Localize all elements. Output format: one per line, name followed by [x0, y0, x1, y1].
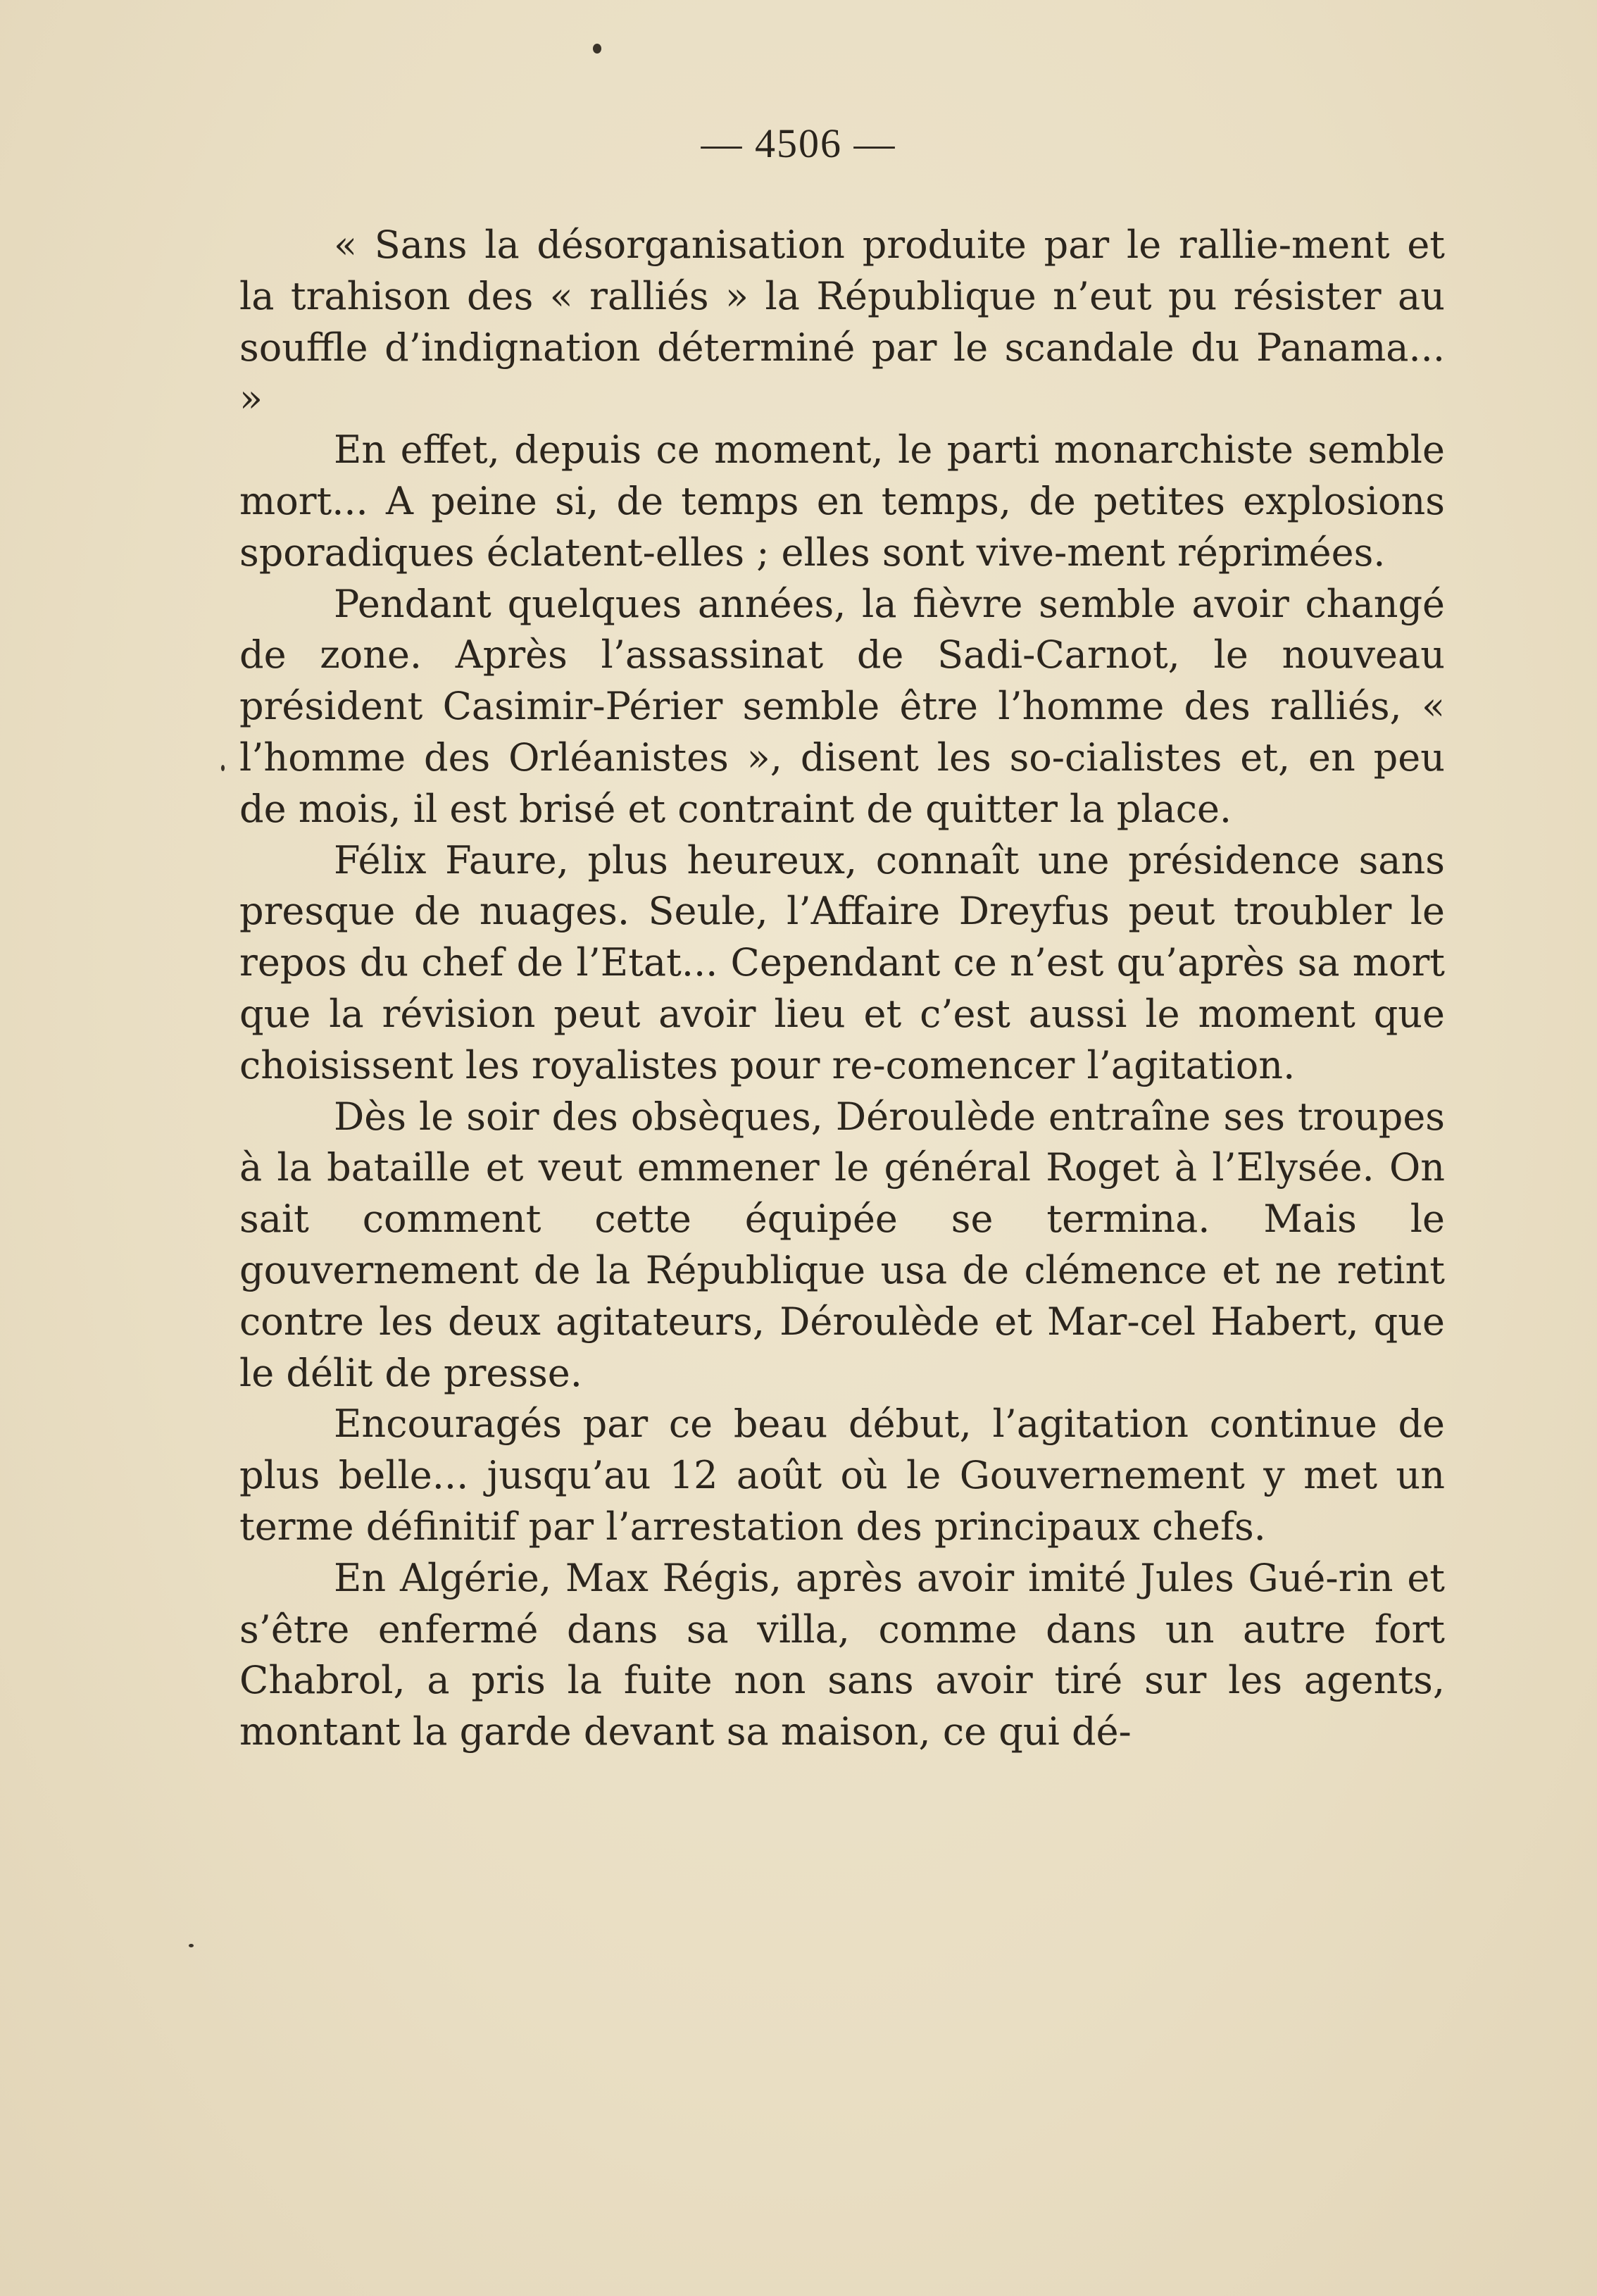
paragraph-5: Dès le soir des obsèques, Déroulède entraîne ses troupes à la bataille et veut emmener le général Roget à l’Elysée. On sait comment cette équipée se termina. Mais le gouvernement de la République usa de clémence et ne retint contre les deux agitateurs, Déroulède et Mar-cel Habert, que le délit de presse. — [239, 1094, 1445, 1395]
paragraph-4: Félix Faure, plus heureux, connaît une présidence sans presque de nuages. Seule, l’Affaire Dreyfus peut troubler le repos du chef de l’Etat... Cependant ce n’est qu’après sa mort que la révision peut avoir lieu et c’est aussi le moment que choisissent les royalistes pour re-comencer l’agitation. — [239, 837, 1445, 1087]
ink-speck — [593, 44, 601, 54]
paragraph-2: En effet, depuis ce moment, le parti monarchiste semble mort... A peine si, de temps en temps, de petites explosions sporadiques éclatent-elles ; elles sont vive-ment réprimées. — [239, 428, 1445, 575]
paragraph-7: En Algérie, Max Régis, après avoir imité Jules Gué-rin et s’être enfermé dans sa villa, comme dans un autre fort Chabrol, a pris la fuite non sans avoir tiré sur les agents, montant la garde devant sa maison, ce qui dé- — [239, 1555, 1445, 1754]
ink-speck — [221, 765, 225, 771]
body-text — [239, 220, 1445, 1758]
paragraph-6: Encouragés par ce beau début, l’agitation continue de plus belle... jusqu’au 12 août où le Gouvernement y met un terme définitif par l’arrestation des principaux chefs. — [239, 1402, 1445, 1549]
page-number: — 4506 — — [701, 120, 896, 166]
ink-speck — [189, 1944, 194, 1947]
paragraph-3: Pendant quelques années, la fièvre semble avoir changé de zone. Après l’assassinat de Sadi-Carnot, le nouveau président Casimir-Périer semble être l’homme des ralliés, « l’homme des Orléanistes », disent les so-cialistes et, en peu de mois, il est brisé et contraint de quitter la place. — [239, 581, 1445, 831]
paragraph-1: « Sans la désorganisation produite par le rallie-ment et la trahison des « ralliés » la République n’eut pu résister au souffle d’indignation déterminé par le scandale du Panama... » — [239, 223, 1445, 421]
